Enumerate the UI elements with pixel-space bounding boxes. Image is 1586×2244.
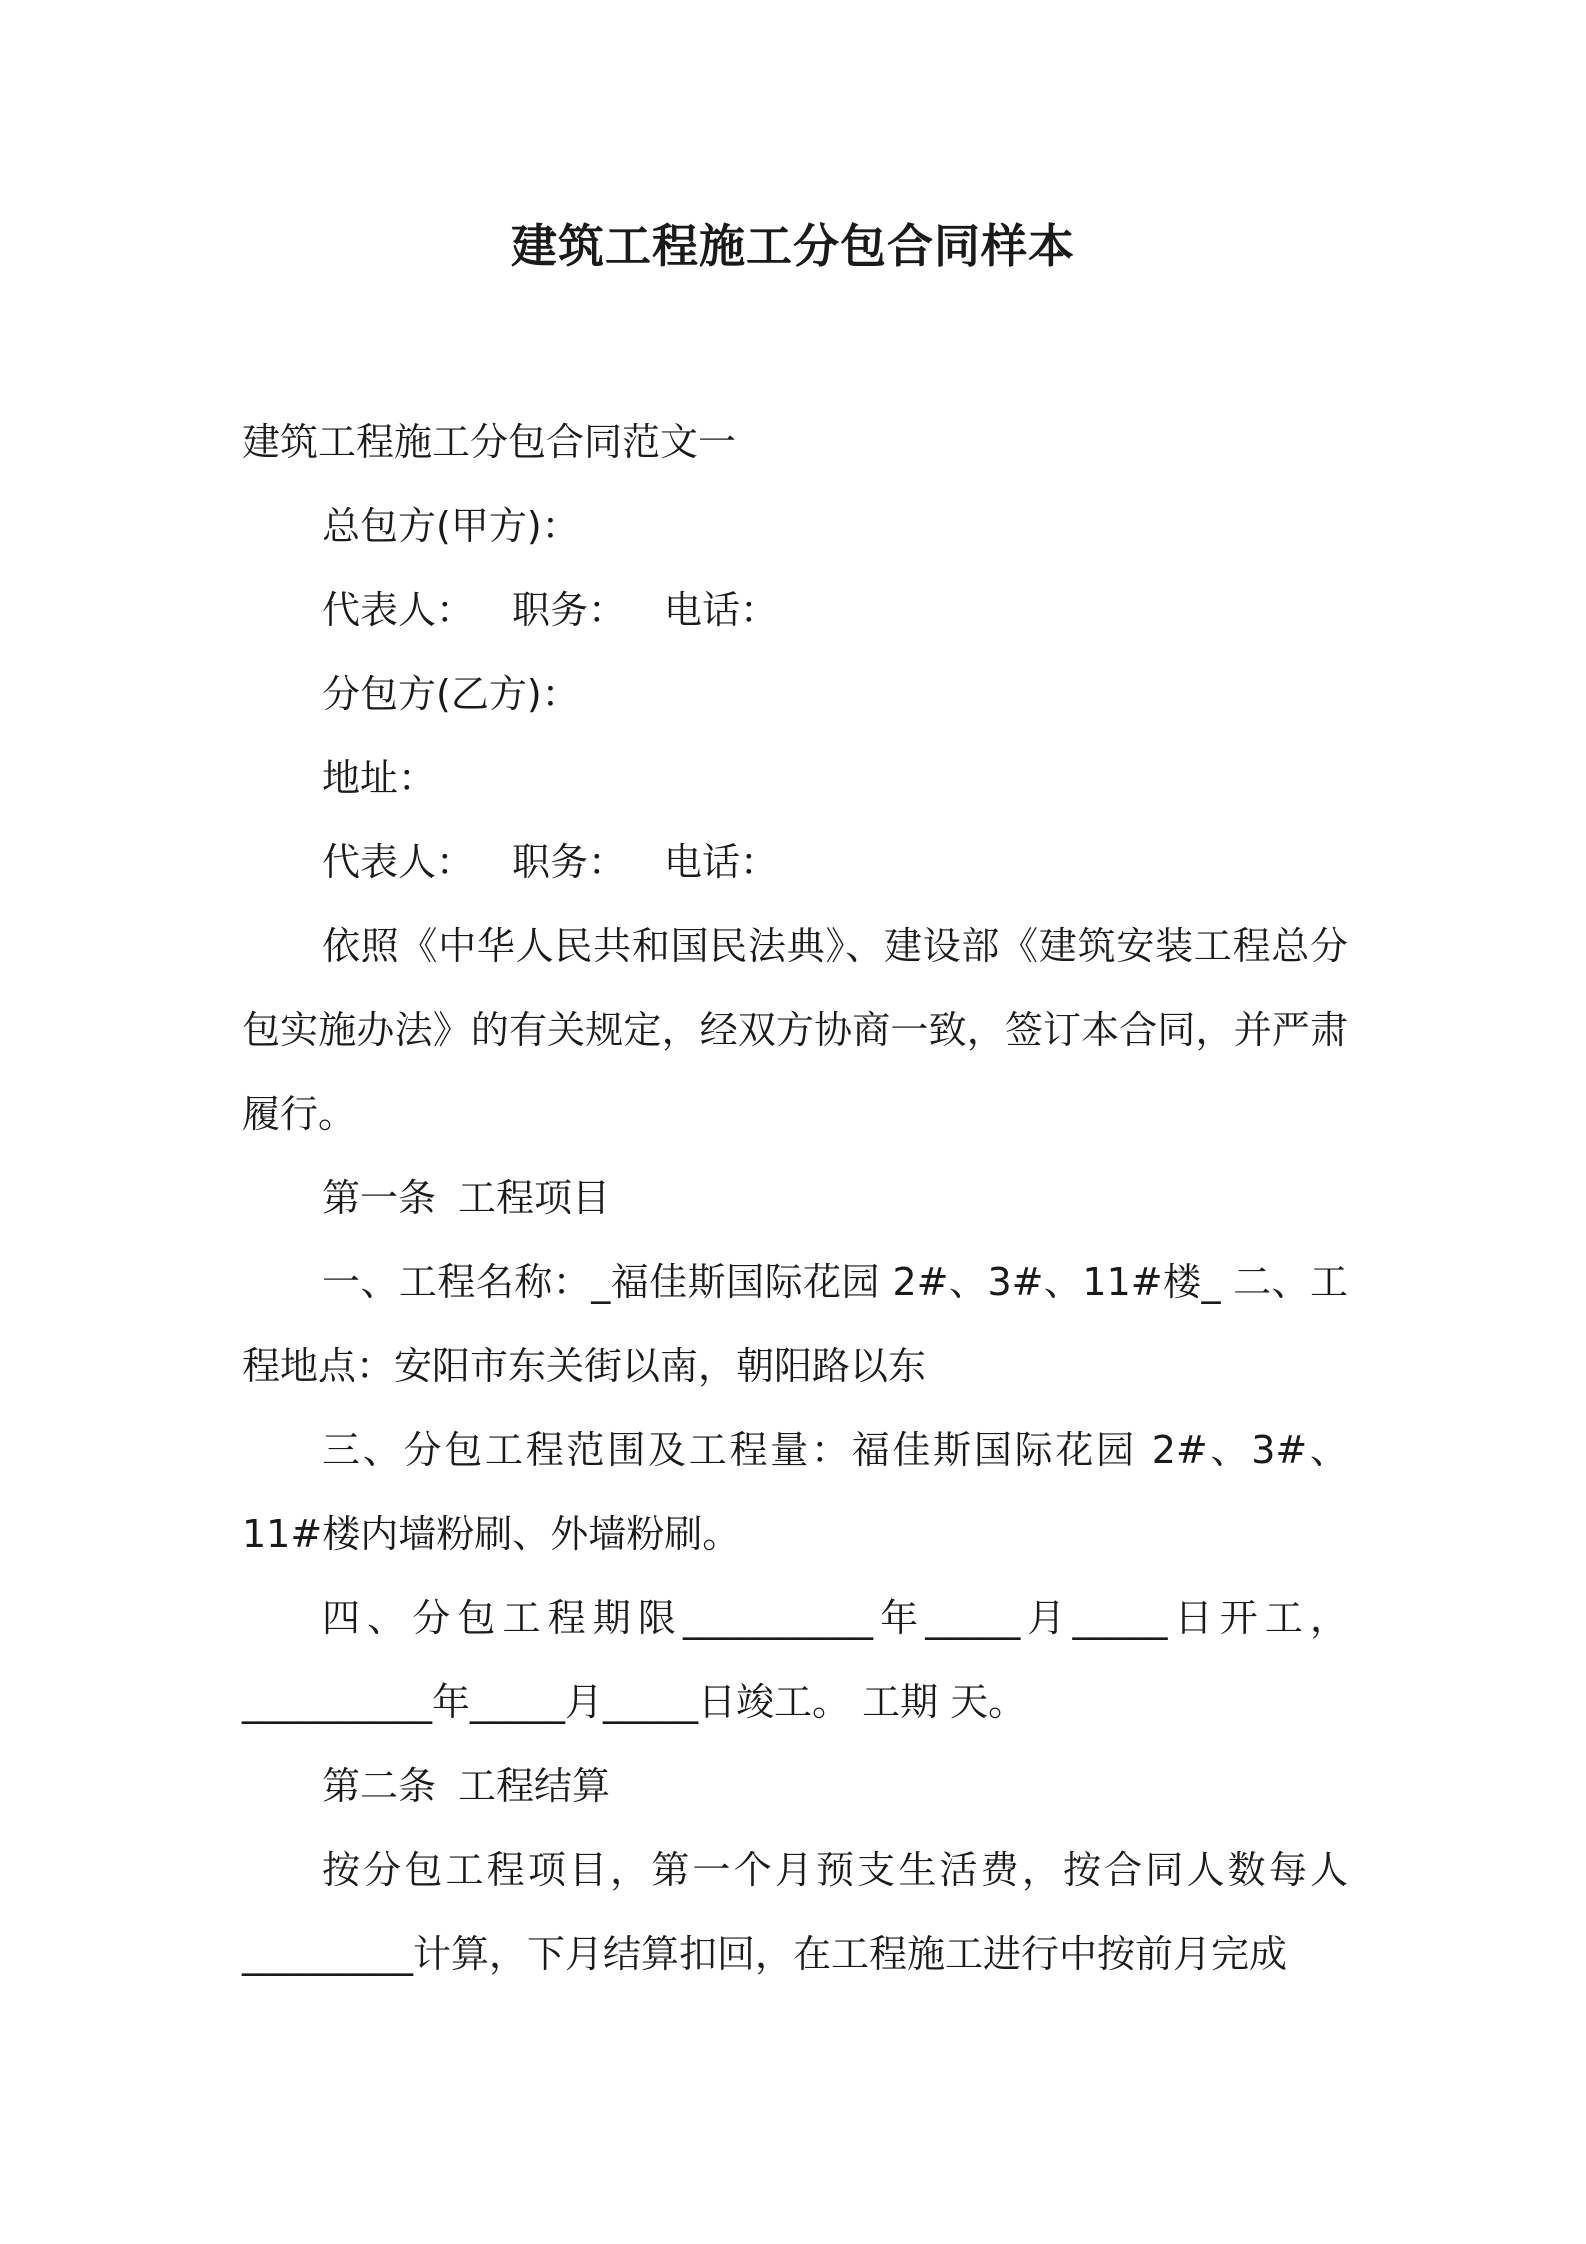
article-number: 第一条 — [322, 1176, 437, 1220]
period-paragraph: 四、分包工程期限__________年_____月_____日开工，__________年_____月_____日竣工。 工期 天。 — [242, 1596, 1348, 1724]
position-label: 职务： — [512, 588, 627, 632]
general-contractor-label: 总包方(甲方)： — [322, 504, 580, 548]
position-label: 职务： — [512, 840, 627, 884]
address-label: 地址： — [322, 756, 437, 800]
contact-line-1 — [242, 568, 1348, 652]
contact-line-2 — [242, 820, 1348, 904]
document-subtitle: 建筑工程施工分包合同范文一 — [242, 420, 737, 464]
representative-label: 代表人： — [322, 840, 475, 884]
scope-paragraph: 三、分包工程范围及工程量：福佳斯国际花园 2#、3#、11#楼内墙粉刷、外墙粉刷。 — [242, 1428, 1348, 1556]
subcontractor-label: 分包方(乙方)： — [322, 672, 580, 716]
article-number: 第二条 — [322, 1764, 437, 1808]
preamble-paragraph: 依照《中华人民共和国民法典》、建设部《建筑安装工程总分包实施办法》的有关规定，经双方协商一致，签订本合同，并严肃履行。 — [242, 924, 1348, 1136]
article-1-heading — [242, 1156, 1348, 1240]
phone-label: 电话： — [664, 588, 779, 632]
document-body — [242, 400, 1348, 1996]
settlement-paragraph: 按分包工程项目，第一个月预支生活费，按合同人数每人_________计算，下月结算扣回，在工程施工进行中按前月完成 — [242, 1848, 1348, 1976]
project-name-location-paragraph: 一、工程名称：_福佳斯国际花园 2#、3#、11#楼_ 二、工程地点：安阳市东关街以南，朝阳路以东 — [242, 1260, 1348, 1388]
article-title: 工程结算 — [458, 1764, 611, 1808]
representative-label: 代表人： — [322, 588, 475, 632]
article-2-heading — [242, 1744, 1348, 1828]
document-title: 建筑工程施工分包合同样本 — [511, 219, 1075, 273]
article-title: 工程项目 — [458, 1176, 611, 1220]
phone-label: 电话： — [664, 840, 779, 884]
